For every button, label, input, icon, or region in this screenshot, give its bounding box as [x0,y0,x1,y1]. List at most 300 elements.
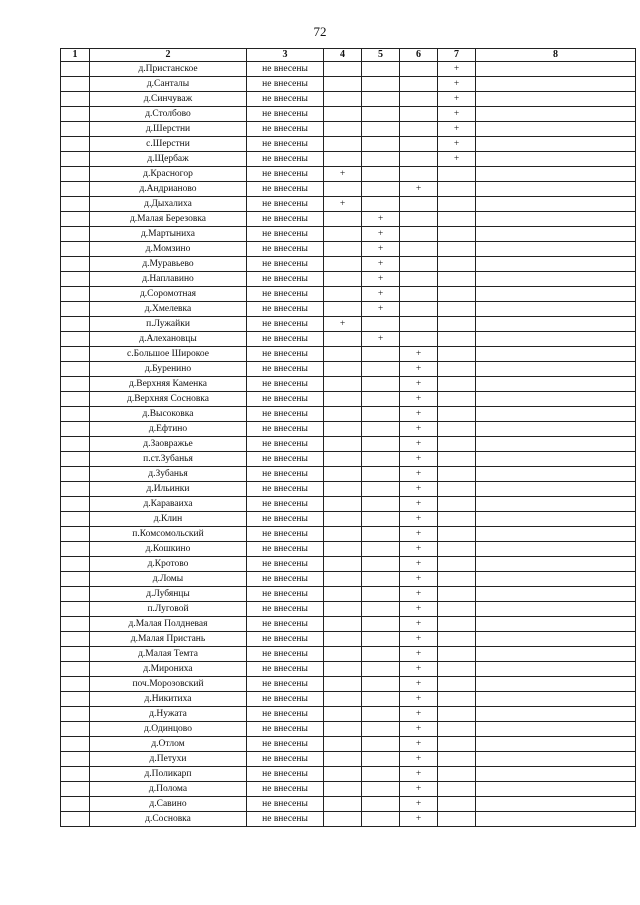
table-row [61,572,636,587]
empty-cell [61,542,90,557]
column-header: 2 [90,49,247,62]
table-row [61,587,636,602]
mark-cell [362,647,400,662]
empty-cell [476,632,636,647]
empty-cell [61,347,90,362]
table-row [61,287,636,302]
table-row [61,137,636,152]
settlement-name: д.Сантaлы [90,77,247,92]
mark-cell [400,107,438,122]
status-cell: не внесены [247,752,324,767]
mark-cell [438,377,476,392]
settlement-name: д.Ильинки [90,482,247,497]
mark-cell [362,812,400,827]
mark-cell [324,572,362,587]
empty-cell [476,602,636,617]
settlement-name: д.Хмелевка [90,302,247,317]
status-cell: не внесены [247,317,324,332]
mark-cell [324,482,362,497]
empty-cell [61,782,90,797]
empty-cell [476,527,636,542]
mark-cell [362,527,400,542]
mark-cell: + [362,242,400,257]
empty-cell [476,212,636,227]
table-row [61,347,636,362]
status-cell: не внесены [247,812,324,827]
empty-cell [61,752,90,767]
empty-cell [61,197,90,212]
table-row [61,722,636,737]
empty-cell [476,542,636,557]
settlement-name: п.Лужайки [90,317,247,332]
mark-cell: + [400,422,438,437]
mark-cell [324,227,362,242]
mark-cell [438,542,476,557]
empty-cell [61,707,90,722]
table-body [61,62,636,827]
empty-cell [476,647,636,662]
mark-cell [324,617,362,632]
empty-cell [61,362,90,377]
table-row [61,737,636,752]
mark-cell [438,482,476,497]
empty-cell [61,572,90,587]
empty-cell [476,227,636,242]
settlement-name: д.Соромотная [90,287,247,302]
mark-cell [362,377,400,392]
mark-cell [362,542,400,557]
empty-cell [61,257,90,272]
mark-cell [438,602,476,617]
table-row [61,662,636,677]
mark-cell [362,167,400,182]
settlement-name: д.Ломы [90,572,247,587]
status-cell: не внесены [247,227,324,242]
empty-cell [476,62,636,77]
mark-cell: + [400,707,438,722]
status-cell: не внесены [247,497,324,512]
empty-cell [476,497,636,512]
status-cell: не внесены [247,737,324,752]
mark-cell [362,572,400,587]
settlement-name: д.Лубянцы [90,587,247,602]
status-cell: не внесены [247,572,324,587]
mark-cell [324,752,362,767]
mark-cell [400,77,438,92]
empty-cell [61,137,90,152]
settlement-name: д.Андрианово [90,182,247,197]
settlement-name: д.Караваиха [90,497,247,512]
mark-cell [362,482,400,497]
mark-cell: + [400,722,438,737]
empty-cell [476,167,636,182]
mark-cell [400,302,438,317]
settlement-name: д.Верхняя Сосновка [90,392,247,407]
table-row [61,677,636,692]
mark-cell [362,77,400,92]
table-row [61,197,636,212]
status-cell: не внесены [247,167,324,182]
table-row [61,62,636,77]
table-row [61,302,636,317]
mark-cell: + [400,752,438,767]
mark-cell: + [400,737,438,752]
empty-cell [476,317,636,332]
settlement-name: п.Комсомольский [90,527,247,542]
settlement-name: д.Щербаж [90,152,247,167]
empty-cell [476,182,636,197]
mark-cell: + [400,452,438,467]
table-row [61,797,636,812]
settlement-name: д.Сосновка [90,812,247,827]
mark-cell [362,107,400,122]
status-cell: не внесены [247,152,324,167]
table-row [61,182,636,197]
mark-cell [324,497,362,512]
mark-cell: + [400,347,438,362]
mark-cell [438,227,476,242]
empty-cell [61,812,90,827]
status-cell: не внесены [247,122,324,137]
status-cell: не внесены [247,512,324,527]
mark-cell [362,497,400,512]
mark-cell [324,767,362,782]
empty-cell [61,497,90,512]
mark-cell [438,437,476,452]
settlement-name: д.Кошкино [90,542,247,557]
mark-cell: + [400,572,438,587]
mark-cell [438,512,476,527]
mark-cell: + [400,182,438,197]
mark-cell [362,782,400,797]
empty-cell [61,212,90,227]
status-cell: не внесены [247,212,324,227]
mark-cell [324,122,362,137]
empty-cell [61,662,90,677]
status-cell: не внесены [247,647,324,662]
status-cell: не внесены [247,242,324,257]
mark-cell: + [362,302,400,317]
mark-cell: + [400,692,438,707]
status-cell: не внесены [247,677,324,692]
mark-cell [438,242,476,257]
mark-cell: + [400,662,438,677]
status-cell: не внесены [247,107,324,122]
settlement-name: д.Кротово [90,557,247,572]
settlement-name: с.Шерстни [90,137,247,152]
mark-cell [362,392,400,407]
mark-cell [400,257,438,272]
mark-cell [324,347,362,362]
status-cell: не внесены [247,587,324,602]
column-header: 7 [438,49,476,62]
status-cell: не внесены [247,437,324,452]
empty-cell [476,467,636,482]
mark-cell: + [400,602,438,617]
status-cell: не внесены [247,272,324,287]
mark-cell: + [438,107,476,122]
empty-cell [61,437,90,452]
status-cell: не внесены [247,407,324,422]
empty-cell [476,332,636,347]
table-row [61,752,636,767]
settlement-name: д.Муравьево [90,257,247,272]
mark-cell: + [324,197,362,212]
mark-cell [324,587,362,602]
empty-cell [476,77,636,92]
mark-cell [438,527,476,542]
empty-cell [476,452,636,467]
mark-cell [324,182,362,197]
empty-cell [476,377,636,392]
empty-cell [476,722,636,737]
mark-cell: + [438,62,476,77]
status-cell: не внесены [247,182,324,197]
mark-cell [438,782,476,797]
mark-cell [438,692,476,707]
mark-cell [362,362,400,377]
mark-cell [362,587,400,602]
table-row [61,617,636,632]
mark-cell [324,467,362,482]
empty-cell [476,587,636,602]
settlement-name: д.Буренино [90,362,247,377]
mark-cell [400,242,438,257]
table-row [61,272,636,287]
mark-cell [438,632,476,647]
status-cell: не внесены [247,692,324,707]
mark-cell [324,137,362,152]
settlement-name: д.Синчуваж [90,92,247,107]
mark-cell [362,452,400,467]
mark-cell [362,617,400,632]
mark-cell: + [400,767,438,782]
mark-cell [324,422,362,437]
empty-cell [61,602,90,617]
empty-cell [61,452,90,467]
column-header: 4 [324,49,362,62]
empty-cell [61,152,90,167]
settlement-name: д.Заовражье [90,437,247,452]
mark-cell [324,302,362,317]
empty-cell [61,287,90,302]
mark-cell [324,737,362,752]
empty-cell [476,242,636,257]
mark-cell [324,797,362,812]
mark-cell [324,212,362,227]
mark-cell [438,812,476,827]
mark-cell [362,152,400,167]
status-cell: не внесены [247,617,324,632]
settlement-name: д.Малая Полдневая [90,617,247,632]
mark-cell [438,617,476,632]
status-cell: не внесены [247,557,324,572]
mark-cell [438,587,476,602]
mark-cell [324,692,362,707]
status-cell: не внесены [247,197,324,212]
table-row [61,152,636,167]
empty-cell [476,707,636,722]
mark-cell: + [400,527,438,542]
settlement-name: д.Малая Березовка [90,212,247,227]
empty-cell [476,557,636,572]
empty-cell [476,512,636,527]
empty-cell [61,557,90,572]
table-row [61,212,636,227]
empty-cell [476,482,636,497]
mark-cell [400,137,438,152]
mark-cell [324,332,362,347]
mark-cell: + [400,362,438,377]
settlement-name: п.Луговой [90,602,247,617]
settlement-name: д.Мирониха [90,662,247,677]
empty-cell [61,632,90,647]
mark-cell [400,62,438,77]
empty-cell [476,362,636,377]
status-cell: не внесены [247,77,324,92]
empty-cell [476,767,636,782]
mark-cell [438,722,476,737]
mark-cell [438,497,476,512]
mark-cell [438,287,476,302]
mark-cell [400,122,438,137]
settlement-name: д.Полома [90,782,247,797]
mark-cell [324,542,362,557]
status-cell: не внесены [247,422,324,437]
mark-cell [362,722,400,737]
empty-cell [61,647,90,662]
settlements-table [60,48,636,827]
mark-cell [438,752,476,767]
empty-cell [476,572,636,587]
empty-cell [476,737,636,752]
mark-cell [362,197,400,212]
mark-cell [324,362,362,377]
empty-cell [61,392,90,407]
column-header: 1 [61,49,90,62]
empty-cell [61,692,90,707]
mark-cell [400,272,438,287]
empty-cell [61,422,90,437]
mark-cell [324,92,362,107]
mark-cell [362,62,400,77]
mark-cell [438,557,476,572]
status-cell: не внесены [247,707,324,722]
empty-cell [476,137,636,152]
mark-cell: + [362,332,400,347]
mark-cell [362,137,400,152]
settlement-name: д.Ефтино [90,422,247,437]
mark-cell [324,782,362,797]
header-row [61,49,636,62]
mark-cell [362,677,400,692]
status-cell: не внесены [247,797,324,812]
mark-cell [362,707,400,722]
table-row [61,122,636,137]
status-cell: не внесены [247,257,324,272]
mark-cell [324,62,362,77]
empty-cell [476,752,636,767]
status-cell: не внесены [247,377,324,392]
empty-cell [61,332,90,347]
empty-cell [61,182,90,197]
table-row [61,437,636,452]
mark-cell [400,92,438,107]
mark-cell [362,182,400,197]
mark-cell [438,407,476,422]
empty-cell [61,62,90,77]
table-row [61,767,636,782]
mark-cell [438,212,476,227]
mark-cell: + [438,137,476,152]
mark-cell [362,692,400,707]
settlement-name: д.Малая Темта [90,647,247,662]
mark-cell [324,722,362,737]
empty-cell [476,347,636,362]
table-row [61,107,636,122]
mark-cell: + [362,227,400,242]
settlement-name: д.Никитиха [90,692,247,707]
empty-cell [61,107,90,122]
settlement-name: поч.Морозовский [90,677,247,692]
empty-cell [476,197,636,212]
empty-cell [476,92,636,107]
mark-cell: + [362,257,400,272]
status-cell: не внесены [247,467,324,482]
empty-cell [61,227,90,242]
empty-cell [61,527,90,542]
empty-cell [476,407,636,422]
mark-cell: + [400,407,438,422]
mark-cell: + [400,632,438,647]
mark-cell [324,437,362,452]
empty-cell [61,272,90,287]
empty-cell [476,152,636,167]
mark-cell [362,797,400,812]
table-row [61,407,636,422]
status-cell: не внесены [247,287,324,302]
settlement-name: д.Одинцово [90,722,247,737]
mark-cell [324,257,362,272]
settlement-name: д.Отлом [90,737,247,752]
mark-cell [362,422,400,437]
status-cell: не внесены [247,137,324,152]
empty-cell [476,422,636,437]
mark-cell: + [400,677,438,692]
mark-cell [438,422,476,437]
mark-cell [362,512,400,527]
mark-cell: + [400,512,438,527]
empty-cell [476,272,636,287]
mark-cell [362,557,400,572]
mark-cell: + [400,647,438,662]
empty-cell [61,77,90,92]
settlement-name: д.Алехановцы [90,332,247,347]
status-cell: не внесены [247,482,324,497]
mark-cell [324,152,362,167]
status-cell: не внесены [247,302,324,317]
mark-cell [400,227,438,242]
empty-cell [61,797,90,812]
mark-cell [438,317,476,332]
status-cell: не внесены [247,602,324,617]
empty-cell [61,167,90,182]
table-row [61,527,636,542]
table-row [61,392,636,407]
empty-cell [61,512,90,527]
mark-cell [438,707,476,722]
mark-cell [324,77,362,92]
